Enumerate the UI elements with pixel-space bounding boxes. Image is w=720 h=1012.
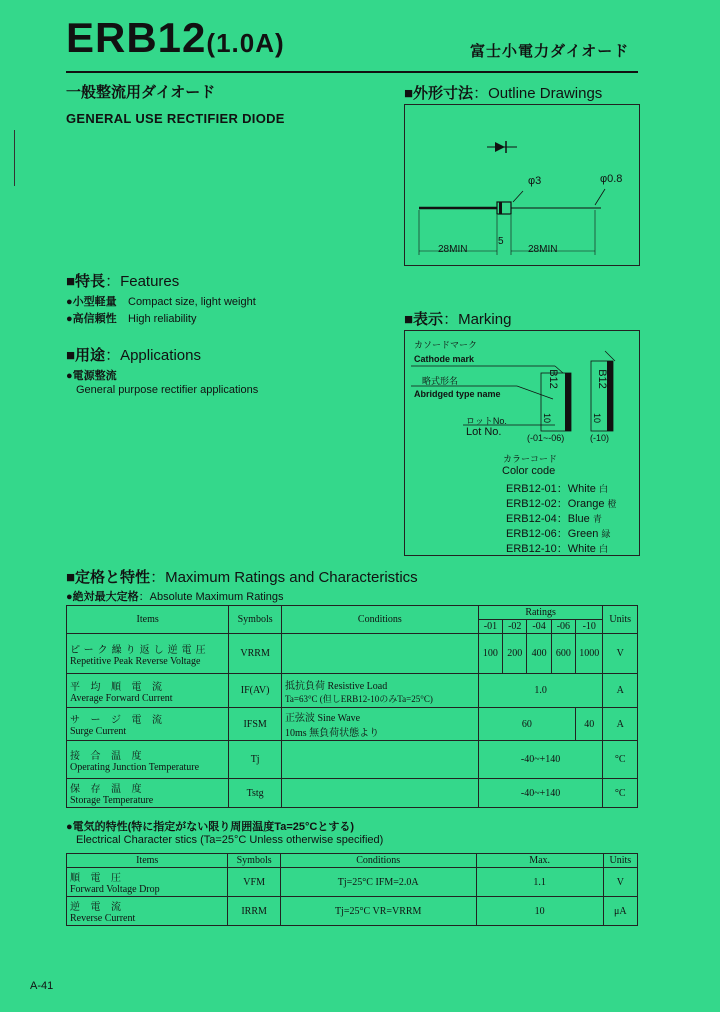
item-en: Repetitive Peak Reverse Voltage [70,655,201,667]
table-header-row [67,854,638,868]
ratings-heading-jp: ■定格と特性 [66,569,151,586]
item-en: Operating Junction Temperature [70,761,200,773]
item-cell [67,741,229,779]
application-jp: ●電源整流 [66,370,117,382]
color-code-row: ERB12-10：White 白 [506,543,608,555]
value-cell: -40~+140 [478,779,603,808]
lot-en: Lot No. [466,426,502,438]
code-color-jp: 青 [592,514,602,524]
dim-body-length: 5 [498,236,504,247]
condition-cell [282,741,479,779]
code-type: ERB12-10 [506,543,557,555]
margin-mark [14,130,15,186]
applications-heading: ■用途：Applications [66,347,201,364]
table-row [67,779,638,808]
marking-lot-b: 10 [592,412,603,424]
unit-cell: μA [603,897,637,926]
item-cell [67,634,229,674]
item-cell [67,897,228,926]
color-code-row: ERB12-06：Green 緑 [506,528,611,540]
item-jp: 平 均 順 電 流 [70,681,166,693]
lot-jp: ロットNo. [466,416,507,426]
item-jp: 順 電 圧 [70,873,125,884]
code-color: White [567,483,596,495]
item-en: Storage Temperature [70,795,154,806]
abs-max-subheading: ●絶対最大定格：Absolute Maximum Ratings [66,591,284,603]
outline-heading: ■外形寸法：Outline Drawings [404,85,603,102]
variant-header: -04 [527,620,551,634]
variant-header: -02 [503,620,527,634]
cathode-band [499,202,502,214]
marking-lot-a: 10 [542,412,553,424]
item-jp: サ ー ジ 電 流 [70,715,166,726]
condition-cell [282,708,479,741]
col-items: Items [67,606,229,634]
code-type: ERB12-06 [506,528,557,540]
table-row [67,868,638,897]
table-header-row [67,606,638,620]
applications-heading-jp: ■用途 [66,347,106,364]
col-conditions: Conditions [282,606,479,634]
col-symbols: Symbols [229,606,282,634]
condition-line: Ta=63°C (但しERB12-10のみTa=25°C) [285,693,433,704]
feature-jp: ●高信頼性 [66,313,117,325]
color-code-jp: カラーコード [503,454,558,464]
outline-drawing [405,105,639,265]
features-heading: ■特長：Features [66,273,180,290]
abs-max-jp: ●絶対最大定格 [66,591,139,603]
item-en: Surge Current [70,726,127,737]
cathode-band-a [565,373,571,431]
code-color-jp: 橙 [607,499,617,509]
item-cell [67,868,228,897]
unit-cell: A [603,708,638,741]
outline-heading-en: Outline Drawings [488,85,603,102]
dim-right-length: 28MIN [528,244,558,255]
current-rating: (1.0A) [206,28,285,58]
symbol-cell: IFSM [229,708,282,741]
value-cell: 600 [551,634,575,674]
maker-label: 富士小電力ダイオード [470,43,630,60]
condition-cell [282,674,479,708]
symbol-cell: VRRM [229,634,282,674]
item-jp: ピーク繰り返し逆電圧 [70,644,210,656]
color-code-en: Color code [502,465,556,477]
variant-header: -01 [478,620,502,634]
condition-cell [282,634,479,674]
item-en: Reverse Current [70,913,136,924]
value-cell: 40 [576,708,603,741]
col-conditions: Conditions [280,854,476,868]
application-en: General purpose rectifier applications [76,384,259,396]
code-color: Blue [567,513,590,525]
item-jp: 接 合 温 度 [70,750,146,762]
table-row [67,674,638,708]
ratings-table [66,605,638,808]
item-en: Average Forward Current [70,692,173,704]
ratings-heading: ■定格と特性：Maximum Ratings and Characteristics [66,569,418,586]
marking-heading: ■表示：Marking [404,311,512,328]
dim-left-length: 28MIN [438,244,468,255]
unit-cell: V [603,634,638,674]
feature-item [66,310,196,326]
col-units: Units [603,606,638,634]
code-type: ERB12-02 [506,498,557,510]
symbol-cell: IF(AV) [229,674,282,708]
code-type: ERB12-01 [506,483,557,495]
electrical-heading-en: Electrical Character stics (Ta=25°C Unless otherwise specified) [76,834,384,846]
marking-label-b: B12 [595,369,608,389]
code-color: Green [567,528,599,540]
condition-cell [282,779,479,808]
code-color-jp: 緑 [601,529,611,539]
marking-heading-en: Marking [458,311,512,328]
outline-heading-jp: ■外形寸法 [404,85,474,102]
page-title [66,14,285,62]
features-heading-jp: ■特長 [66,273,106,290]
value-cell: 1000 [576,634,603,674]
table-row [67,708,638,741]
abridged-type-en: Abridged type name [414,389,501,399]
symbol-cell: Tj [229,741,282,779]
condition-line: 正弦波 Sine Wave [285,713,361,724]
unit-cell: °C [603,779,638,808]
item-cell [67,779,229,808]
dim-body-diameter: φ3 [528,175,542,187]
code-color: Orange [567,498,605,510]
col-units: Units [603,854,637,868]
value-cell: 10 [476,897,603,926]
variant-header: -06 [551,620,575,634]
feature-en: Compact size, light weight [128,296,256,308]
item-cell [67,674,229,708]
symbol-cell: VFM [228,868,280,897]
marking-heading-jp: ■表示 [404,311,444,328]
item-jp: 保 存 温 度 [70,784,146,795]
variant-header: -10 [576,620,603,634]
cathode-band-b [607,361,613,431]
electrical-table [66,853,638,926]
code-color: White [567,543,596,555]
marking-range-b: (-10) [590,433,610,443]
electrical-heading-jp: ●電気的特性(特に指定がない限り周囲温度Ta=25°Cとする) [66,821,354,833]
condition-line: 10ms 無負荷状態より [285,728,380,739]
value-cell: 400 [527,634,551,674]
unit-cell: V [603,868,637,897]
value-cell: -40~+140 [478,741,603,779]
color-code-row: ERB12-01：White 白 [506,483,608,495]
outline-drawing-box [404,104,640,266]
code-color-jp: 白 [598,544,608,554]
marking-range-a: (-01~-06) [527,433,565,443]
page-number: A-41 [30,980,54,992]
color-code-row: ERB12-04：Blue 青 [506,513,602,525]
feature-en: High reliability [128,313,197,325]
cathode-mark-en: Cathode mark [414,354,475,364]
title-rule [66,71,638,73]
condition-cell: Tj=25°C IFM=2.0A [280,868,476,897]
condition-line: 抵抗負荷 Resistive Load [285,680,388,692]
value-cell: 1.1 [476,868,603,897]
feature-jp: ●小型軽量 [66,296,117,308]
table-row [67,741,638,779]
code-color-jp: 白 [598,484,608,494]
item-cell [67,708,229,741]
value-cell: 1.0 [478,674,603,708]
subtitle-english: GENERAL USE RECTIFIER DIODE [66,111,285,126]
symbol-cell: Tstg [229,779,282,808]
value-cell: 200 [503,634,527,674]
col-items: Items [67,854,228,868]
unit-cell: A [603,674,638,708]
abs-max-en: Absolute Maximum Ratings [149,591,284,603]
symbol-cell: IRRM [228,897,280,926]
item-en: Forward Voltage Drop [70,884,160,895]
diode-symbol-icon [487,141,517,153]
unit-cell: °C [603,741,638,779]
code-type: ERB12-04 [506,513,557,525]
part-number: ERB12 [66,14,207,61]
features-heading-en: Features [120,273,180,290]
feature-item [66,293,256,309]
applications-heading-en: Applications [120,347,201,364]
col-symbols: Symbols [228,854,280,868]
color-code-row: ERB12-02：Orange 橙 [506,498,617,510]
marking-label-a: B12 [546,369,559,389]
abridged-type-jp: 略式形名 [422,376,459,386]
dim-lead-diameter: φ0.8 [600,173,623,185]
value-cell: 100 [478,634,502,674]
table-row [67,897,638,926]
value-cell: 60 [478,708,575,741]
table-row [67,634,638,674]
ratings-heading-en: Maximum Ratings and Characteristics [165,569,418,586]
col-ratings: Ratings [478,606,603,620]
col-max: Max. [476,854,603,868]
condition-cell: Tj=25°C VR=VRRM [280,897,476,926]
subtitle-japanese: 一般整流用ダイオード [66,84,216,101]
item-jp: 逆 電 流 [70,902,125,913]
cathode-mark-jp: カソードマーク [414,340,478,350]
